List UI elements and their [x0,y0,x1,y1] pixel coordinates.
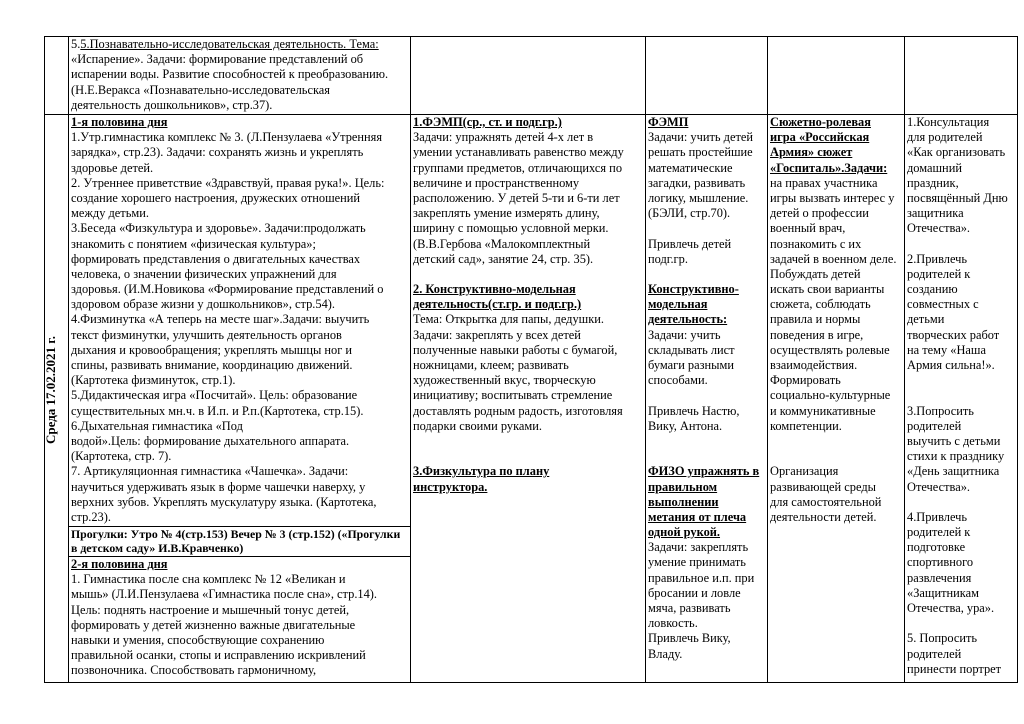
environment-line: детей о профессии [770,206,869,221]
main-line: знакомить с понятием «физическая культура»; [71,236,316,251]
main-line: 2. Утреннее приветствие «Здравствуй, правая рука!». Цель: [71,175,385,190]
environment-line: Сюжетно-ролевая [770,115,871,129]
parents-line: родителей к [907,266,971,281]
main-line: спины, развивать внимание, координацию движений. [71,358,353,372]
individual-line: Задачи: учить [648,327,721,342]
group-line: инициативу; воспитывать стремление [413,388,613,403]
environment-line: компетенции. [770,418,842,433]
afternoon-line: мышь» (Л.И.Пензулаева «Гимнастика после сна», стр.14). [71,587,378,602]
main-line: научиться удерживать язык в форме чашечки наверху, у [71,479,366,494]
individual-line [648,449,766,464]
group-line: деятельность(ст.гр. и подг.гр.) [413,297,582,312]
main-line: 7. Артикуляционная гимнастика «Чашечка». Задачи: [71,464,349,479]
parents-line [907,237,1016,252]
group-line: Задачи: упражнять детей 4-х лет в [413,130,594,145]
parents-line: Отечества, ура». [907,601,995,615]
group-line: детский сад», занятие 24, стр. 35). [413,251,594,266]
parents-line: для родителей [907,130,983,145]
main-line: 3.Беседа «Физкультура и здоровье». Задачи:продолжать [71,221,366,236]
main-line: 5.Дидактическая игра «Посчитай». Цель: образование [71,388,358,403]
individual-line: Задачи: закреплять [648,540,749,555]
main-line: верхних зубов. Укреплять мускулатуру языка. (Картотека, [71,494,377,509]
parents-line: принести портрет [907,661,1002,676]
group-line: 2. Конструктивно-модельная [413,282,576,297]
top-row-cell [71,37,409,114]
parents-line: детьми [907,312,945,327]
parents-line: праздник, [907,175,959,190]
individual-line: Привлечь Настю, [648,403,740,418]
group-line: подарки своими руками. [413,418,543,433]
environment-line [770,449,903,464]
environment-line: и коммуникативные [770,403,876,418]
walks-line: Прогулки: Утро № 4(стр.153) Вечер № 3 (стр.152) («Прогулки [71,527,401,541]
parents-line [907,495,1016,510]
individual-line: Задачи: учить детей [648,130,753,145]
individual-line: способами. [648,373,708,388]
main-line: 6.Дыхательная гимнастика «Под [71,418,243,433]
main-line: создание хорошего настроения, дружеских отношений [71,190,361,205]
individual-line [648,434,766,449]
individual-line: одной рукой. [648,525,721,540]
environment-line: на правах участника [770,175,878,190]
main-line: человека, о значении физических упражнений для [71,266,337,281]
afternoon-line: 2-я половина дня [71,557,168,571]
individual-line: складывать лист [648,342,735,357]
parents-line: подготовке [907,540,966,555]
individual-line: ФЭМП [648,115,689,129]
group-line [413,449,644,464]
group-line: группами предметов, отличающихся по [413,160,623,175]
environment-line: «Госпиталь».Задачи: [770,160,888,175]
afternoon-line: правильной осанки, стопы и исправлению искривлений [71,648,366,663]
afternoon-cell [71,557,409,682]
parents-line: домашний [907,160,962,175]
col-divider-1 [68,36,69,683]
individual-line: математические [648,160,733,175]
environment-line: социально-культурные [770,388,891,403]
individual-line: выполнении [648,494,719,509]
environment-line: сюжета, соблюдать [770,297,871,312]
main-line: здоровом образе жизни у дошкольников», стр.54). [71,297,336,312]
main-line: стр.23). [71,509,111,524]
individual-line: Привлечь детей [648,236,732,251]
environment-line: осуществлять ролевые [770,342,890,357]
group-line [413,434,644,449]
col-divider-2 [410,36,411,683]
individual-line: умение принимать [648,555,746,570]
individual-line: ФИЗО упражнять в [648,464,760,479]
group-line: умении устанавливать равенство между [413,145,624,160]
main-line: (Картотека физминуток, стр.1). [71,373,236,388]
environment-line: игры вызвать интерес у [770,190,895,205]
parents-line: «Защитникам [907,585,979,600]
individual-line: модельная [648,297,708,312]
main-activities-cell [71,115,409,526]
individual-line: Привлечь Вику, [648,631,731,646]
parents-line: совместных с [907,297,979,312]
parents-line [907,616,1016,631]
group-line: доставлять родным радость, изготовляя [413,403,623,418]
environment-cell [770,115,903,682]
group-line: (В.В.Гербова «Малокомплектный [413,236,591,251]
parents-line: родителей [907,418,962,433]
main-line: 4.Физминутка «А теперь на месте шаг».Задачи: выучить [71,312,370,327]
individual-line: Конструктивно- [648,282,739,297]
individual-line: бумаги разными [648,358,734,372]
individual-line: ловкость. [648,616,698,631]
main-line: 1-я половина дня [71,115,168,129]
group-line: Задачи: закреплять у всех детей [413,327,581,342]
walks-line: в детском саду» И.В.Кравченко) [71,541,244,556]
parents-line: 1.Консультация [907,115,990,129]
afternoon-line: Цель: поднять настроение и мышечный тонус детей, [71,602,350,617]
top-line: «Испарение». Задачи: формирование представлений об [71,52,364,67]
parents-line: на тему «Наша [907,342,986,357]
individual-line: подг.гр. [648,251,688,266]
individual-line: правильное и.п. при [648,570,755,585]
group-line: ножницами, клеем; развивать [413,358,569,372]
top-line: испарении воды. Развитие способностей к преобразованию. [71,67,389,82]
environment-line: правила и нормы [770,312,861,327]
parents-line: Отечества». [907,479,970,494]
main-line: существительных мн.ч. в И.п. и Р.п.(Картотека, стр.15). [71,403,364,418]
afternoon-line: 1. Гимнастика после сна комплекс № 12 «Великан и [71,572,346,587]
environment-line: Формировать [770,373,841,388]
parents-line: «Как организовать [907,145,1006,160]
parents-line: стихи к празднику [907,449,1005,464]
environment-line: деятельности детей. [770,509,877,524]
individual-line: решать простейшие [648,145,753,160]
main-line: между детьми. [71,206,149,221]
parents-line: Армия сильна!». [907,358,995,372]
main-line: здоровья. (И.М.Новикова «Формирование представлений о [71,282,384,297]
group-line: полученные навыки работы с бумагой, [413,342,618,357]
parents-cell [907,115,1016,682]
individual-line: бросании и ловле [648,585,741,600]
group-line: Тема: Открытка для папы, дедушки. [413,312,604,327]
parents-line [907,388,1016,403]
group-line: величине и пространственному [413,175,580,190]
individual-line [648,388,766,403]
parents-line: родителей [907,646,962,661]
environment-line: искать свои варианты [770,282,885,297]
main-line: зарядка», стр.23). Задачи: сохранять жизнь и укреплять [71,145,364,160]
afternoon-line: позвоночника. Способствовать гармоничному, [71,663,317,678]
col-divider-3 [645,36,646,683]
environment-line: познакомить с их [770,236,862,251]
group-line: 3.Физкультура по плану [413,464,550,479]
afternoon-line: формировать у детей жизненно важные двигательные [71,617,356,632]
parents-line: 4.Привлечь [907,509,968,524]
walks-cell [71,527,409,556]
environment-line: Армия» сюжет [770,145,853,160]
individual-line: Владу. [648,646,683,661]
table-border-bottom [44,682,1018,683]
parents-line: 5. Попросить [907,631,978,646]
individual-line: мяча, развивать [648,601,731,615]
individual-line: правильном [648,479,718,494]
group-line: инструктора. [413,479,488,494]
group-line: художественный вкус, творческую [413,373,596,388]
environment-line: игра «Российская [770,130,870,145]
parents-line: родителей к [907,525,971,540]
individual-line [648,221,766,236]
environment-line: Организация [770,464,839,479]
main-line: здоровье детей. [71,160,154,175]
col-divider-4 [767,36,768,683]
individual-line: деятельность: [648,312,728,327]
group-line: 1.ФЭМП(ср., ст. и подг.гр.) [413,115,562,129]
parents-line: защитника [907,206,964,221]
environment-line: для самостоятельной [770,494,882,509]
main-line: текст физминутки, улучшить деятельность органов [71,327,342,342]
parents-line: «День защитника [907,464,1000,479]
individual-line: Вику, Антона. [648,418,723,433]
group-line: закреплять умение измерять длину, [413,206,600,221]
parents-line: творческих работ [907,327,1000,342]
parents-line: 3.Попросить [907,403,974,418]
top-line: 5.5.Познавательно-исследовательская деятельность. Тема: [71,37,379,51]
col-divider-5 [904,36,905,683]
individual-line: метания от плеча [648,509,747,524]
environment-line [770,434,903,449]
individual-line [648,267,766,282]
individual-work-cell [648,115,766,682]
group-line: ширину с помощью условной мерки. [413,221,609,236]
environment-line: поведения в игре, [770,327,864,342]
individual-line: логику, мышление. [648,190,749,205]
main-line: формировать представления о двигательных качествах [71,251,361,266]
afternoon-line: навыки и умения, способствующие сохранению [71,632,325,647]
day-label: Среда 17.02.2021 г. [43,336,58,444]
table-border-right [1017,36,1018,683]
environment-line: Побуждать детей [770,266,861,281]
parents-line: Отечества». [907,221,970,236]
main-line: 1.Утр.гимнастика комплекс № 3. (Л.Пензулаева «Утренняя [71,130,383,145]
group-line: расположению. У детей 5-ти и 6-ти лет [413,190,620,205]
main-line: водой».Цель: формирование дыхательного аппарата. [71,433,350,448]
main-line: дыхания и кровообращения; укреплять мышцы ног и [71,342,353,357]
environment-line: задачей в военном деле. [770,251,897,266]
environment-line: военный врач, [770,221,846,236]
individual-line: загадки, развивать [648,175,746,190]
parents-line: 2.Привлечь [907,251,968,266]
individual-line: (БЭЛИ, стр.70). [648,206,731,221]
parents-line [907,373,1016,388]
parents-line: посвящённый Дню [907,190,1008,205]
parents-line: спортивного [907,555,974,570]
environment-line: развивающей среды [770,479,876,494]
environment-line: взаимодействия. [770,358,858,372]
parents-line: созданию [907,282,958,297]
parents-line: выучить с детьми [907,433,1001,448]
top-line: (Н.Е.Веракса «Познавательно-исследовательская [71,82,330,97]
group-line [413,267,644,282]
top-line: деятельность дошкольников», стр.37). [71,97,273,112]
main-line: (Картотека, стр. 7). [71,449,172,464]
group-activities-cell [413,115,644,682]
parents-line: развлечения [907,570,972,585]
